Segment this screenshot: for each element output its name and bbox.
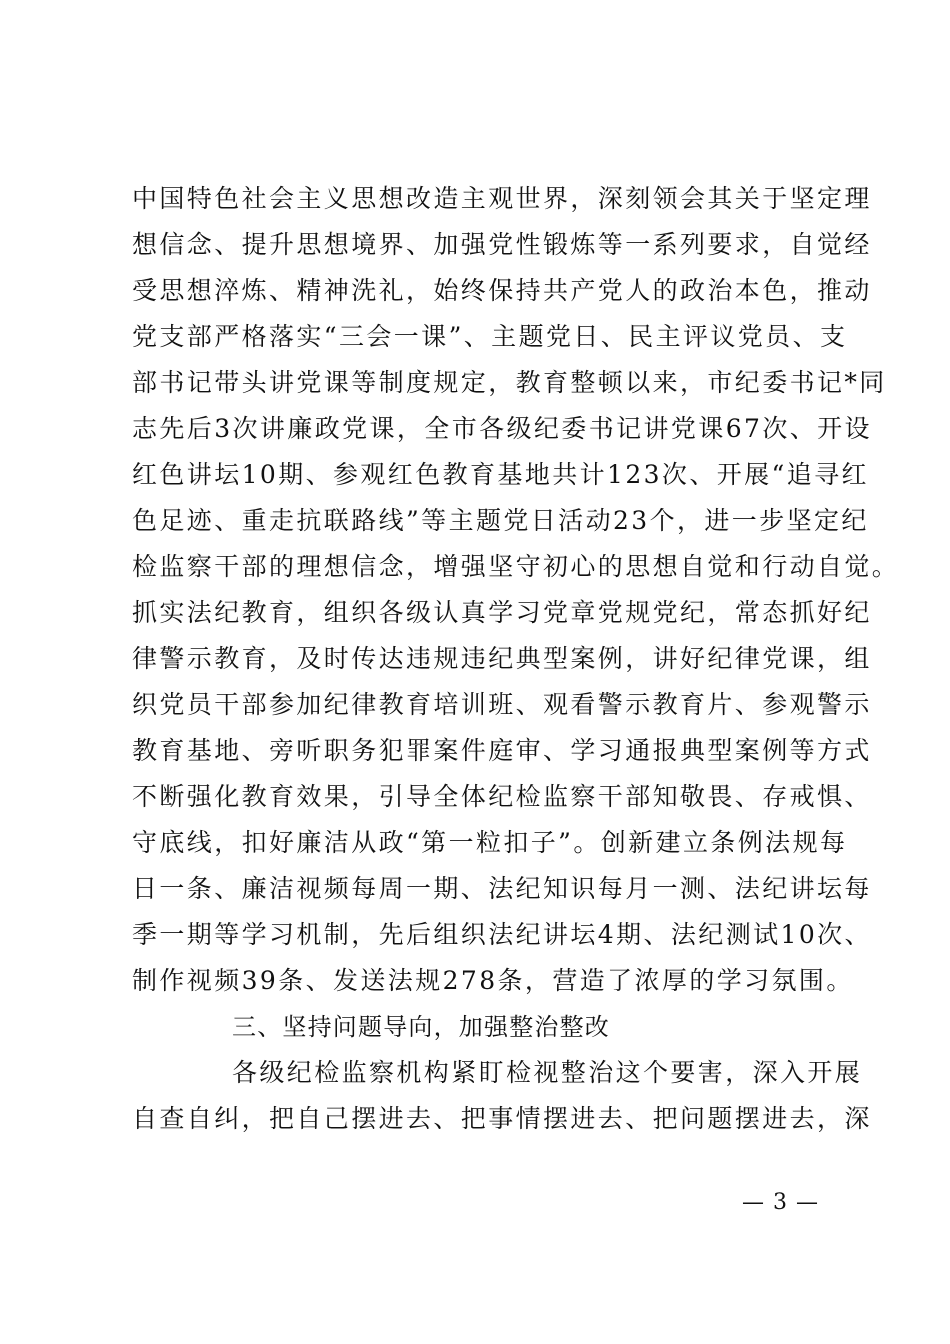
body-line-4: 党支部严格落实“三会一课”、主题党日、民主评议党员、支 — [132, 322, 848, 351]
body-line-3: 受思想淬炼、精神洗礼，始终保持共产党人的政治本色，推动 — [132, 276, 872, 305]
body-line-17: 季一期等学习机制，先后组织法纪讲坛4期、法纪测试10次、 — [132, 920, 872, 949]
section-heading: 三、坚持问题导向，加强整治整改 — [232, 1013, 610, 1041]
body-line-1: 中国特色社会主义思想改造主观世界，深刻领会其关于坚定理 — [132, 184, 872, 213]
body-line-5: 部书记带头讲党课等制度规定，教育整顿以来，市纪委书记*同 — [132, 368, 887, 397]
body-line-6: 志先后3次讲廉政党课，全市各级纪委书记讲党课67次、开设 — [132, 414, 872, 443]
paragraph-first-line: 各级纪检监察机构紧盯检视整治这个要害，深入开展 — [232, 1058, 863, 1087]
body-line-10: 抓实法纪教育，组织各级认真学习党章党规党纪，常态抓好纪 — [132, 598, 872, 627]
paragraph-second-line: 自查自纠，把自己摆进去、把事情摆进去、把问题摆进去，深 — [132, 1104, 872, 1133]
body-line-16: 日一条、廉洁视频每周一期、法纪知识每月一测、法纪讲坛每 — [132, 874, 872, 903]
body-line-9: 检监察干部的理想信念，增强坚守初心的思想自觉和行动自觉。 — [132, 552, 900, 581]
body-line-11: 律警示教育，及时传达违规违纪典型案例，讲好纪律党课，组 — [132, 644, 872, 673]
body-line-12: 织党员干部参加纪律教育培训班、观看警示教育片、参观警示 — [132, 690, 872, 719]
body-line-8: 色足迹、重走抗联路线”等主题党日活动23个，进一步坚定纪 — [132, 506, 869, 535]
body-line-13: 教育基地、旁听职务犯罪案件庭审、学习通报典型案例等方式 — [132, 736, 872, 765]
page-number: — 3 — — [742, 1190, 819, 1215]
body-text — [132, 176, 900, 1142]
body-line-18: 制作视频39条、发送法规278条，营造了浓厚的学习氛围。 — [132, 966, 854, 995]
body-line-14: 不断强化教育效果，引导全体纪检监察干部知敬畏、存戒惧、 — [132, 782, 872, 811]
body-line-2: 想信念、提升思想境界、加强党性锻炼等一系列要求，自觉经 — [132, 230, 872, 259]
body-line-7: 红色讲坛10期、参观红色教育基地共计123次、开展“追寻红 — [132, 460, 869, 489]
body-line-15: 守底线，扣好廉洁从政“第一粒扣子”。创新建立条例法规每 — [132, 828, 848, 857]
